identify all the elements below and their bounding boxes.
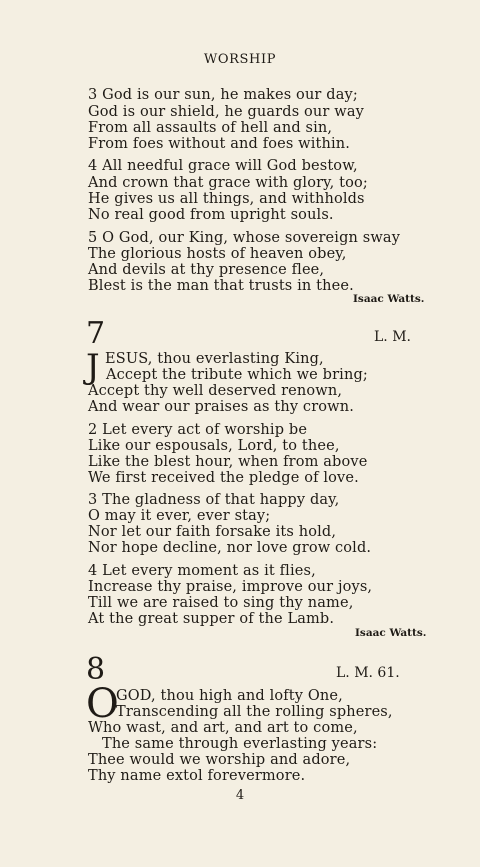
hymn8-first-line: GOD, thou high and lofty One, xyxy=(116,688,343,704)
hymn6-line: Blest is the man that trusts in thee. xyxy=(88,278,354,294)
hymn6-line: No real good from upright souls. xyxy=(88,207,334,223)
hymn7-author: Isaac Watts. xyxy=(355,627,427,639)
hymn7-dropcap: J xyxy=(86,347,100,387)
hymn7-line: O may it ever, ever stay; xyxy=(88,508,271,524)
hymn7-line: 4 Let every moment as it flies, xyxy=(88,563,316,579)
hymn8-line: Thee would we worship and adore, xyxy=(88,752,351,768)
hymn8-line: Thy name extol forevermore. xyxy=(88,768,306,784)
hymn7-line: Accept the tribute which we bring; xyxy=(106,367,368,383)
hymn6-line: The glorious hosts of heaven obey, xyxy=(88,246,347,262)
hymn6-line: From all assaults of hell and sin, xyxy=(88,120,333,136)
hymn7-line: Nor let our faith forsake its hold, xyxy=(88,524,337,540)
page-number: 4 xyxy=(235,788,245,803)
hymn8-number: 8 xyxy=(86,652,106,687)
hymn8-dropcap: O xyxy=(86,681,119,727)
hymn8-line: The same through everlasting years: xyxy=(102,736,378,752)
hymn7-line: Nor hope decline, nor love grow cold. xyxy=(88,540,372,556)
hymn8-meter: L. M. 61. xyxy=(336,665,400,681)
hymn7-line: Till we are raised to sing thy name, xyxy=(88,595,354,611)
hymn6-line: And crown that grace with glory, too; xyxy=(88,175,368,191)
hymn6-line: He gives us all things, and withholds xyxy=(88,191,365,207)
hymn8-line: Transcending all the rolling spheres, xyxy=(116,704,393,720)
hymn6-line: 5 O God, our King, whose sovereign sway xyxy=(88,230,401,246)
hymn6-line: From foes without and foes within. xyxy=(88,136,351,152)
hymn6-line: God is our shield, he guards our way xyxy=(88,104,364,120)
hymn7-line: Like the blest hour, when from above xyxy=(88,454,368,470)
hymn6-line: 3 God is our sun, he makes our day; xyxy=(88,87,358,103)
hymn7-line: We first received the pledge of love. xyxy=(88,470,359,486)
hymn7-line: 2 Let every act of worship be xyxy=(88,422,308,438)
hymn7-first-line: ESUS, thou everlasting King, xyxy=(105,351,324,367)
hymn7-meter: L. M. xyxy=(374,329,411,345)
hymn6-line: And devils at thy presence flee, xyxy=(88,262,325,278)
hymn6-line: 4 All needful grace will God bestow, xyxy=(88,158,358,174)
hymn6-author: Isaac Watts. xyxy=(353,293,425,305)
hymn8-line: Who wast, and art, and art to come, xyxy=(88,720,358,736)
hymn7-line: Like our espousals, Lord, to thee, xyxy=(88,438,340,454)
hymn7-line: Increase thy praise, improve our joys, xyxy=(88,579,373,595)
hymn7-line: At the great supper of the Lamb. xyxy=(88,611,335,627)
hymn7-line: And wear our praises as thy crown. xyxy=(88,399,354,415)
hymn7-line: Accept thy well deserved renown, xyxy=(88,383,343,399)
running-header: WORSHIP xyxy=(203,52,277,67)
hymn7-number: 7 xyxy=(86,316,106,351)
hymn7-line: 3 The gladness of that happy day, xyxy=(88,492,340,508)
